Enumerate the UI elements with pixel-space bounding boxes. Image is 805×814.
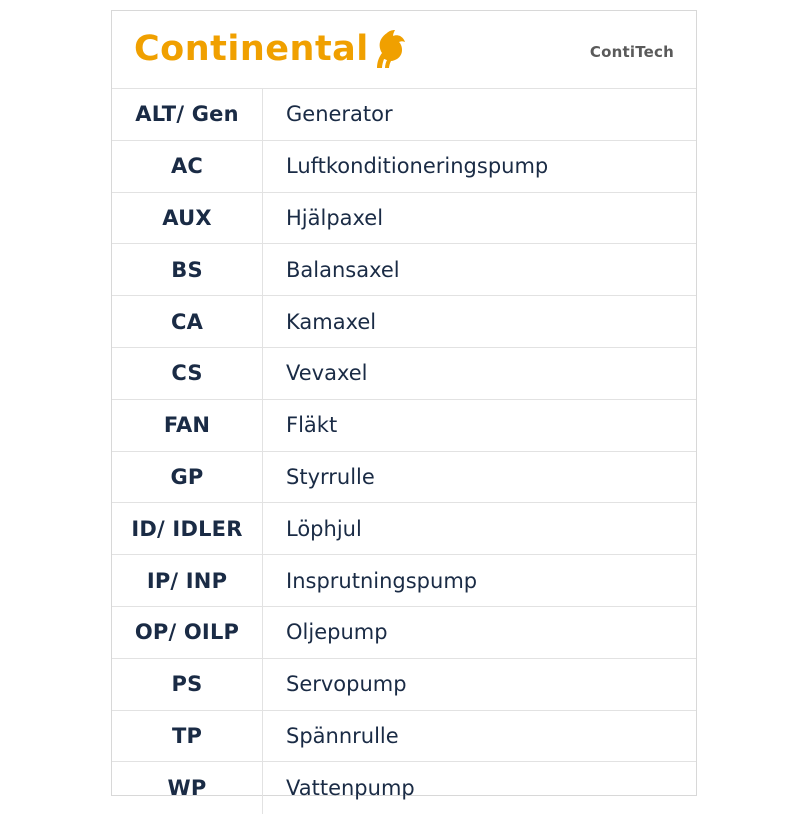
table-row bbox=[112, 711, 696, 763]
abbreviation-description: Kamaxel bbox=[286, 309, 377, 334]
abbreviation-code: TP bbox=[112, 711, 263, 762]
horse-logo-icon bbox=[371, 29, 407, 69]
table-row bbox=[112, 400, 696, 452]
abbreviation-code: BS bbox=[112, 244, 263, 295]
abbreviation-code: GP bbox=[112, 452, 263, 503]
table-row bbox=[112, 503, 696, 555]
table-row bbox=[112, 452, 696, 504]
abbreviation-description: Luftkonditioneringspump bbox=[286, 154, 549, 179]
table-row bbox=[112, 193, 696, 245]
sub-brand-label: ContiTech bbox=[589, 43, 674, 61]
abbreviation-description: Spännrulle bbox=[286, 723, 399, 748]
brand-header bbox=[112, 11, 696, 89]
abbreviation-table bbox=[112, 89, 696, 814]
abbreviation-code: ALT/ Gen bbox=[112, 89, 263, 140]
abbreviation-code: IP/ INP bbox=[112, 555, 263, 606]
abbreviation-code: AUX bbox=[112, 193, 263, 244]
abbreviation-code: CS bbox=[112, 348, 263, 399]
abbreviation-code: WP bbox=[112, 762, 263, 814]
abbreviation-code: AC bbox=[112, 141, 263, 192]
abbreviation-description: Styrrulle bbox=[286, 464, 375, 489]
abbreviation-description: Insprutningspump bbox=[286, 568, 478, 593]
abbreviation-description: Generator bbox=[286, 102, 393, 127]
abbreviation-description: Oljepump bbox=[286, 620, 388, 645]
table-row bbox=[112, 607, 696, 659]
abbreviation-code: CA bbox=[112, 296, 263, 347]
abbreviation-description: Fläkt bbox=[286, 413, 338, 438]
abbreviation-code: PS bbox=[112, 659, 263, 710]
abbreviation-table-card bbox=[111, 10, 697, 801]
table-row bbox=[112, 244, 696, 296]
abbreviation-description: Servopump bbox=[286, 672, 407, 697]
abbreviation-description: Hjälpaxel bbox=[286, 205, 384, 230]
table-row bbox=[112, 296, 696, 348]
table-row bbox=[112, 348, 696, 400]
table-row bbox=[112, 555, 696, 607]
table-row bbox=[112, 141, 696, 193]
table-row bbox=[112, 762, 696, 814]
table-row bbox=[112, 89, 696, 141]
abbreviation-code: ID/ IDLER bbox=[112, 503, 263, 554]
abbreviation-description: Vattenpump bbox=[286, 776, 415, 801]
abbreviation-description: Balansaxel bbox=[286, 257, 400, 282]
abbreviation-description: Vevaxel bbox=[286, 361, 368, 386]
abbreviation-code: FAN bbox=[112, 400, 263, 451]
abbreviation-code: OP/ OILP bbox=[112, 607, 263, 658]
table-row bbox=[112, 659, 696, 711]
brand-wordmark: Continental bbox=[134, 29, 369, 69]
continental-logo bbox=[134, 29, 407, 69]
abbreviation-description: Löphjul bbox=[286, 516, 362, 541]
